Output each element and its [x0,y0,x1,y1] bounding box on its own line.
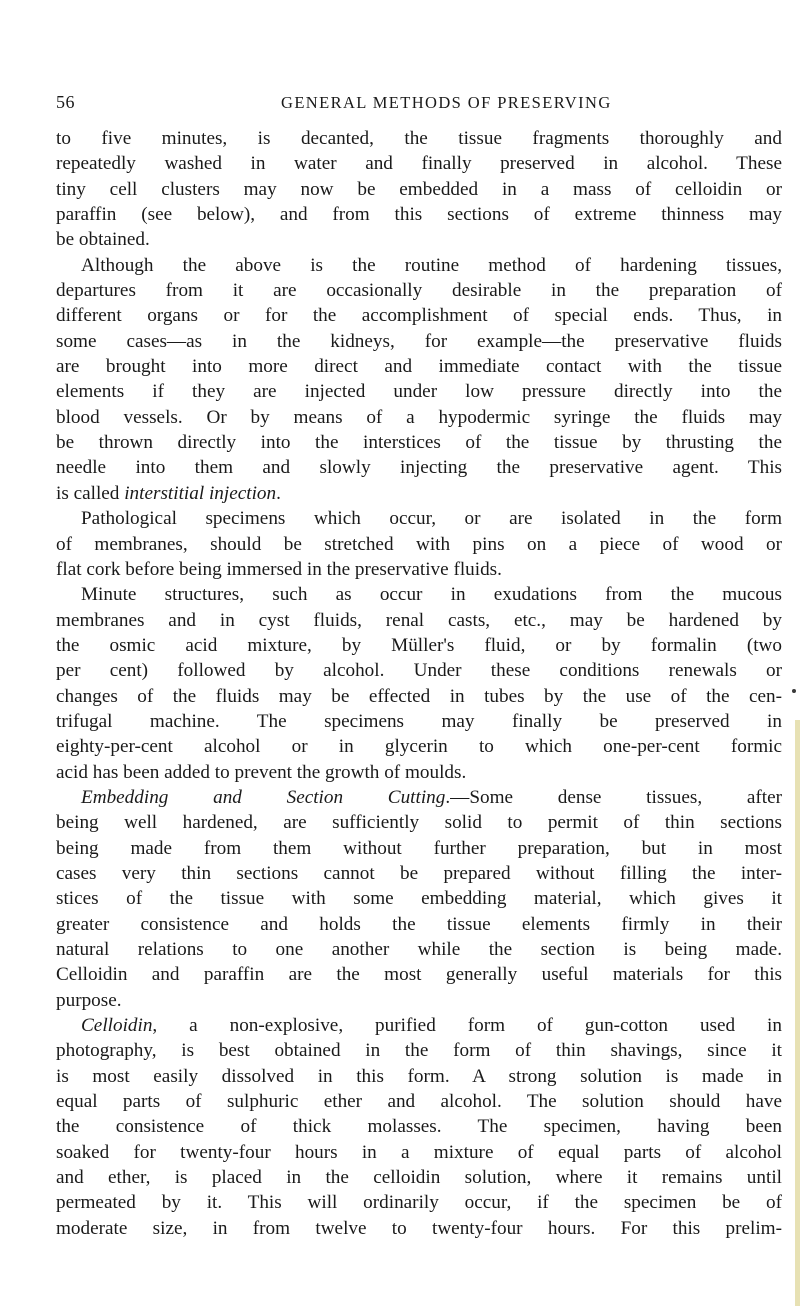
text-line: photography, is best obtained in the form of thin shavings, since it [56,1040,782,1062]
text-line: per cent) followed by alcohol. Under these conditions renewals or [56,660,782,682]
text-line: natural relations to one another while the section is being made. [56,939,782,960]
text-line: repeatedly washed in water and finally preserved in alcohol. These [56,153,782,175]
text-line: moderate size, in from twelve to twenty-four hours. For this prelim- [56,1217,782,1239]
text-line: be obtained. [56,229,150,251]
text-line: cases very thin sections cannot be prepared without filling the inter- [56,862,782,884]
text-line: of membranes, should be stretched with pins on a piece of wood or [56,533,782,555]
text-line: different organs or for the accomplishment of special ends. Thus, in [56,305,782,327]
text-line: acid has been added to prevent the growth of moulds. [56,761,467,783]
text-line: equal parts of sulphuric ether and alcohol. The solution should have [56,1091,782,1113]
running-head: GENERAL METHODS OF PRESERVING [281,93,612,112]
text-line: blood vessels. Or by means of a hypodermic syringe the fluids may [56,406,782,428]
text-line: Pathological specimens which occur, or are isolated in the form [81,508,782,530]
text-line: Minute structures, such as occur in exudations from the mucous [81,584,782,606]
body-text [56,126,782,1241]
text-line: the osmic acid mixture, by Müller's fluid, or by formalin (two [56,634,782,656]
text-line: flat cork before being immersed in the preservative fluids. [56,558,502,580]
page-header [56,92,782,116]
text-line: greater consistence and holds the tissue elements firmly in their [56,913,782,935]
text-line: and ether, is placed in the celloidin solution, where it remains until [56,1167,782,1189]
text-line: purpose. [56,989,122,1011]
text-line: Although the above is the routine method of hardening tissues, [81,254,782,276]
text-line: tiny cell clusters may now be embedded in a mass of celloidin or [56,178,782,200]
page-number: 56 [56,92,75,112]
text-line: is called interstitial injection. [56,482,281,504]
text-line: stices of the tissue with some embedding material, which gives it [56,888,782,910]
text-line: membranes and in cyst fluids, renal casts, etc., may be hardened by [56,609,782,631]
text-line: needle into them and slowly injecting the preservative agent. This [56,457,782,479]
text-line: Celloidin, a non-explosive, purified form of gun-cotton used in [81,1015,782,1037]
text-line: elements if they are injected under low pressure directly into the [56,381,782,403]
text-line: eighty-per-cent alcohol or in glycerin to which one-per-cent formic [56,736,782,758]
text-line: some cases—as in the kidneys, for example—the preservative fluids [56,330,782,352]
text-line: Embedding and Section Cutting.—Some dense tissues, after [81,786,782,808]
text-line: is most easily dissolved in this form. A strong solution is made in [56,1065,782,1087]
text-line: the consistence of thick molasses. The specimen, having been [56,1116,782,1138]
page-edge-tint [795,720,800,1306]
text-line: be thrown directly into the interstices of the tissue by thrusting the [56,432,782,454]
text-line: being made from them without further preparation, but in most [56,837,782,859]
text-line: paraffin (see below), and from this sections of extreme thinness may [56,204,782,226]
text-line: are brought into more direct and immediate contact with the tissue [56,356,782,378]
text-line: departures from it are occasionally desirable in the preparation of [56,280,782,302]
text-line: to five minutes, is decanted, the tissue fragments thoroughly and [56,128,782,149]
text-line: Celloidin and paraffin are the most generally useful materials for this [56,964,782,986]
text-line: soaked for twenty-four hours in a mixture of equal parts of alcohol [56,1141,782,1163]
text-line: being well hardened, are sufficiently solid to permit of thin sections [56,812,782,834]
margin-speck [792,689,796,693]
text-line: changes of the fluids may be effected in tubes by the use of the cen- [56,685,782,707]
text-line: trifugal machine. The specimens may finally be preserved in [56,710,782,732]
text-line: permeated by it. This will ordinarily occur, if the specimen be of [56,1192,782,1214]
